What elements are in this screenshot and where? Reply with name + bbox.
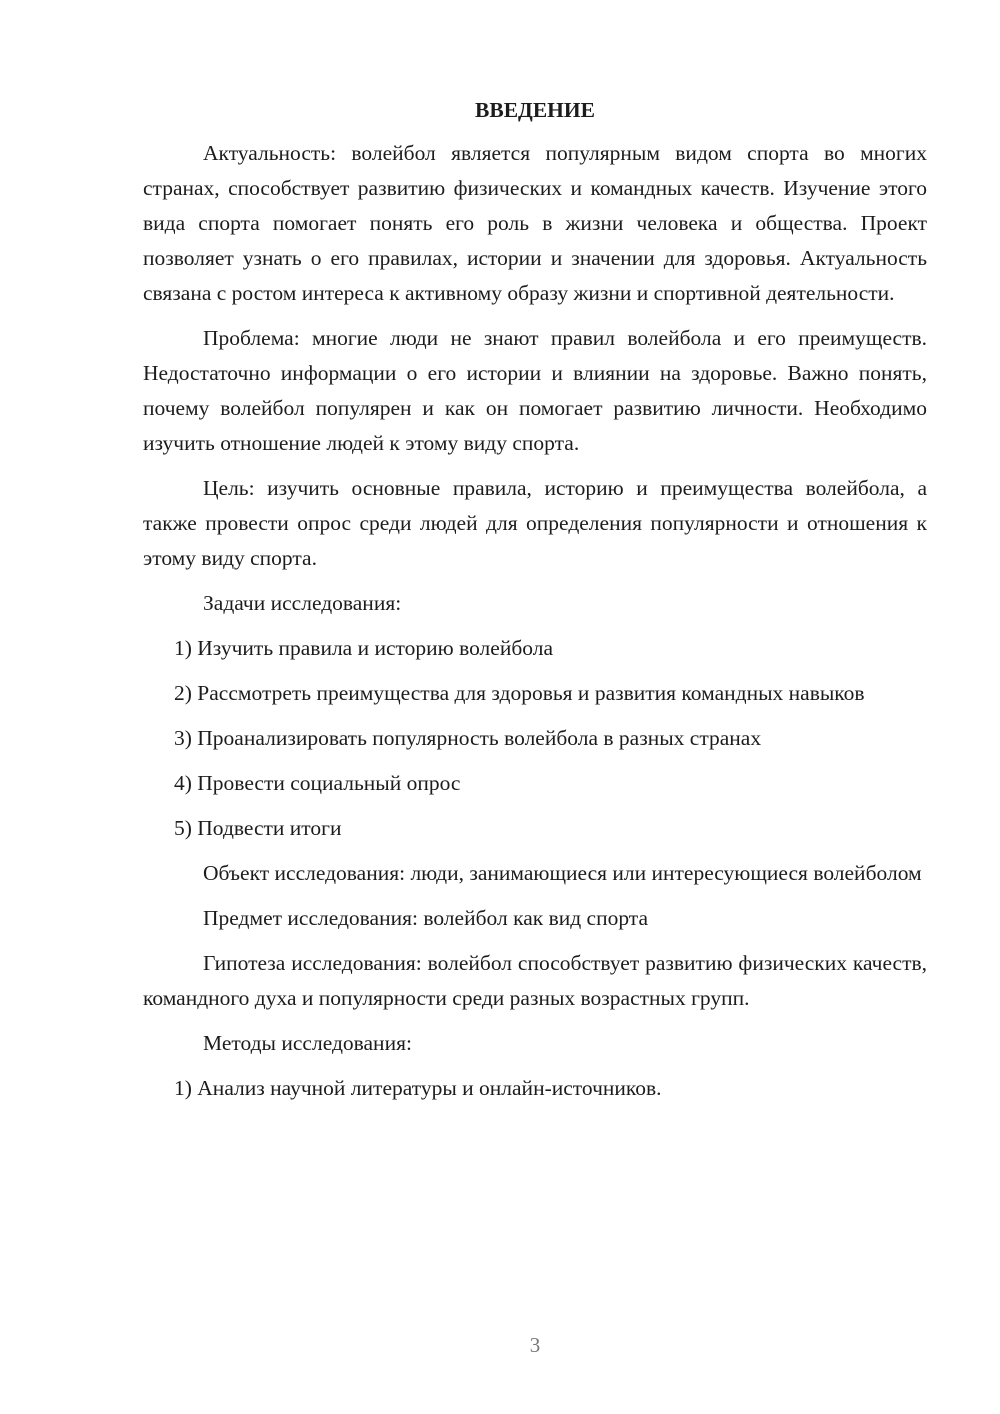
task-item-5: 5) Подвести итоги xyxy=(174,816,342,840)
goal-paragraph: Цель: изучить основные правила, историю и преимущества волейбола, а также провести опрос среди людей для определения популярности и отношения к этому виду спорта. xyxy=(143,476,927,570)
task-item-4: 4) Провести социальный опрос xyxy=(174,771,461,795)
section-heading: ВВЕДЕНИЕ xyxy=(475,98,595,122)
object-paragraph: Объект исследования: люди, занимающиеся или интересующиеся волейболом xyxy=(203,861,922,885)
tasks-title: Задачи исследования: xyxy=(203,591,402,615)
hypothesis-paragraph: Гипотеза исследования: волейбол способствует развитию физических качеств, командного духа и популярности среди разных возрастных групп. xyxy=(143,951,927,1010)
method-item-1: 1) Анализ научной литературы и онлайн-источников. xyxy=(174,1076,662,1100)
task-item-3: 3) Проанализировать популярность волейбола в разных странах xyxy=(174,726,762,750)
relevance-paragraph: Актуальность: волейбол является популярным видом спорта во многих странах, способствует развитию физических и командных качеств. Изучение этого вида спорта помогает понять его роль в жизни человека и общества. Проект позволяет узнать о его правилах, истории и значении для здоровья. Актуальность связана с ростом интереса к активному образу жизни и спортивной деятельности. xyxy=(143,141,927,305)
task-item-1: 1) Изучить правила и историю волейбола xyxy=(174,636,554,660)
methods-title: Методы исследования: xyxy=(203,1031,412,1055)
task-item-2: 2) Рассмотреть преимущества для здоровья и развития командных навыков xyxy=(174,681,865,705)
page-number: 3 xyxy=(529,1333,541,1357)
document-page xyxy=(143,94,927,1116)
problem-paragraph: Проблема: многие люди не знают правил волейбола и его преимуществ. Недостаточно информации о его истории и влиянии на здоровье. Важно понять, почему волейбол популярен и как он помогает развитию личности. Необходимо изучить отношение людей к этому виду спорта. xyxy=(143,326,927,455)
subject-paragraph: Предмет исследования: волейбол как вид спорта xyxy=(203,906,649,930)
